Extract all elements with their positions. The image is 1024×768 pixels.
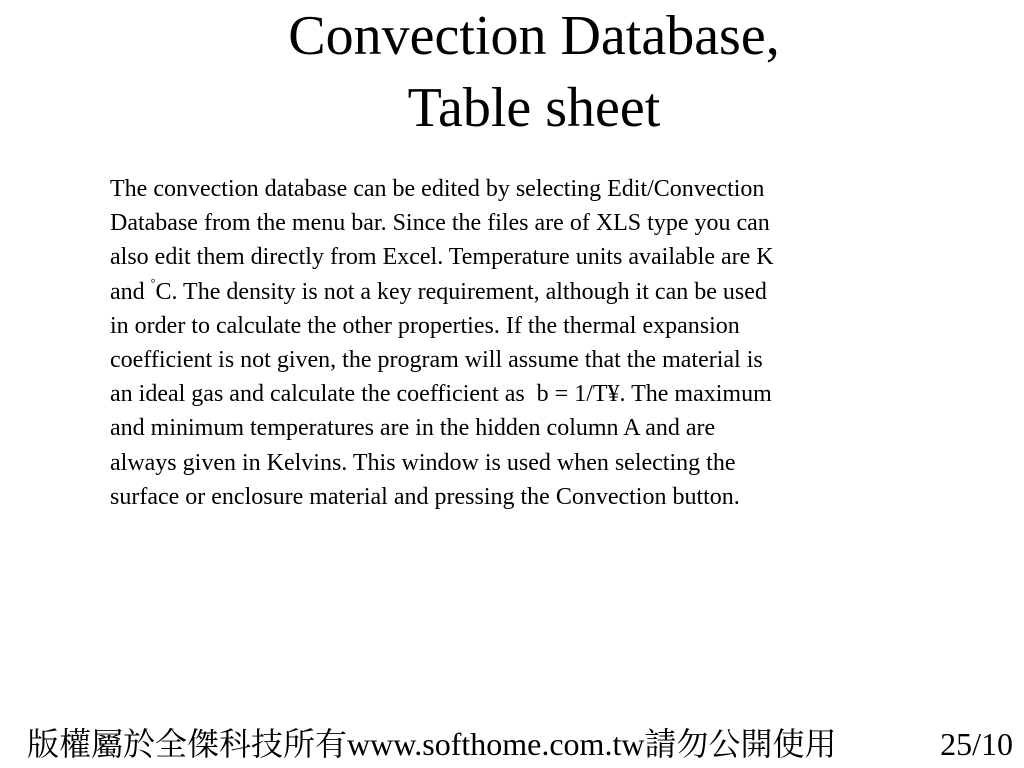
degree-symbol: ° [150,275,156,290]
body-line-1: The convection database can be edited by selecting Edit/Convection [110,176,765,202]
slide-title [0,0,1024,144]
body-line-2: Database from the menu bar. Since the files are of XLS type you can [110,210,770,237]
page-number: 25/10 [940,726,1013,762]
body-line-10: surface or enclosure material and pressing the Convection button. [110,483,740,510]
body-line-4-end: C. The density is not a key requirement, although it can be used [155,278,767,305]
body-line-7: an ideal gas and calculate the coefficient as b = 1/T¥. The maximum [110,381,772,408]
slide-title-line-2: Table sheet [407,77,661,139]
body-line-5: in order to calculate the other properties. If the thermal expansion [110,312,740,339]
body-line-3: also edit them directly from Excel. Temperature units available are K [110,244,774,271]
slide-body-paragraph [110,172,910,514]
body-line-4-start: and [110,278,151,305]
body-line-4 [110,275,910,309]
slide-title-line-1: Convection Database, [288,5,780,67]
body-line-8: and minimum temperatures are in the hidden column A and are [110,415,716,442]
body-line-9: always given in Kelvins. This window is used when selecting the [110,449,736,476]
copyright-footer: 版權屬於全傑科技所有www.softhome.com.tw請勿公開使用 [27,726,837,762]
body-line-6: coefficient is not given, the program will assume that the material is [110,347,763,374]
